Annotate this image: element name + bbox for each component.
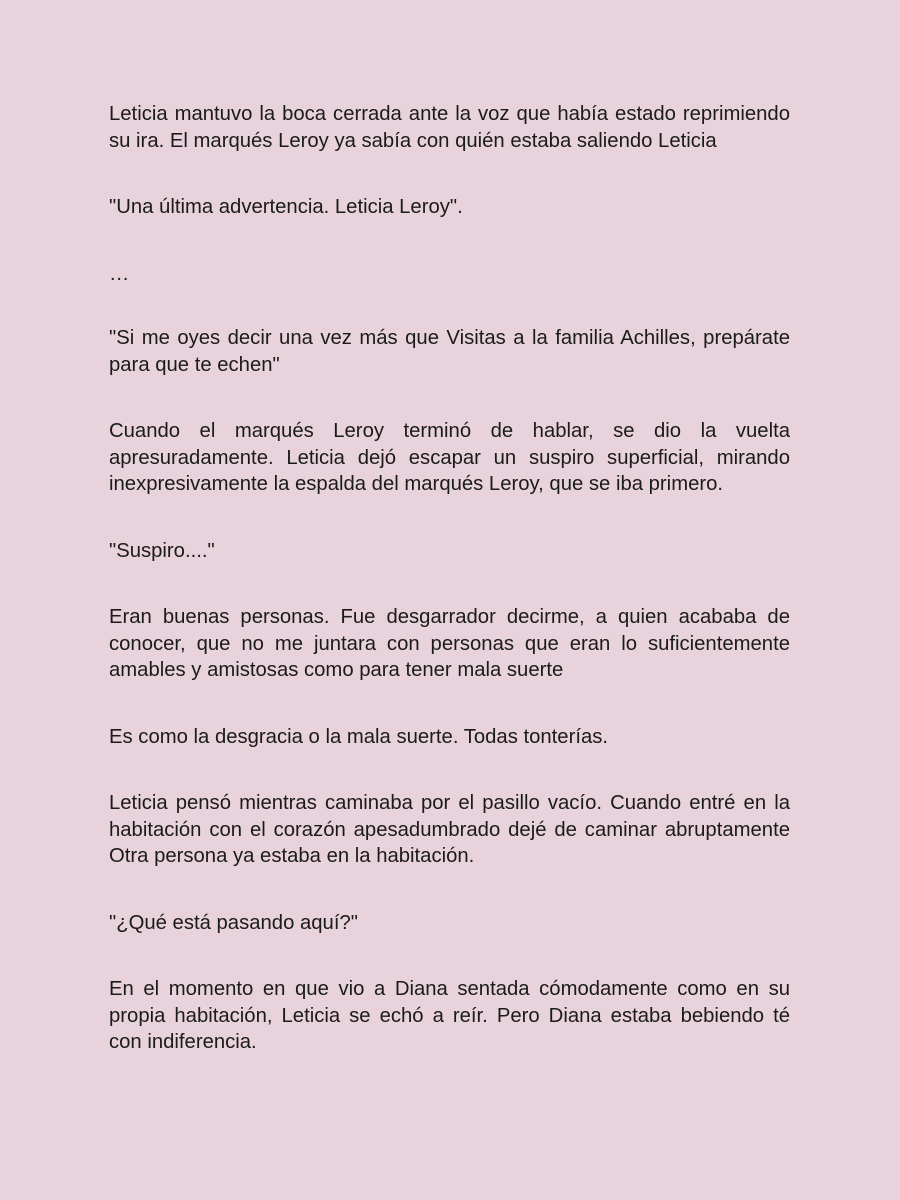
paragraph-2-warning-quote: "Una última advertencia. Leticia Leroy". [109, 196, 463, 218]
paragraph-9: Leticia pensó mientras caminaba por el pasillo vacío. Cuando entré en la habitación con el corazón apesadumbrado dejé de caminar abruptamente Otra persona ya estaba en la habitación. [109, 792, 790, 867]
paragraph-3-ellipsis: … [109, 262, 130, 285]
paragraph-10-question-quote: "¿Qué está pasando aquí?" [109, 911, 358, 934]
paragraph-6-sigh-quote: "Suspiro...." [109, 539, 215, 562]
paragraph-5: Cuando el marqués Leroy terminó de hablar, se dio la vuelta apresuradamente. Leticia dejó escapar un suspiro superficial, mirando inexpresivamente la espalda del marqués Leroy, que se iba primero. [109, 420, 790, 495]
paragraph-1: Leticia mantuvo la boca cerrada ante la voz que había estado reprimiendo su ira. El marqués Leroy ya sabía con quién estaba saliendo Leticia [109, 103, 790, 152]
paragraph-4-threat-quote: "Si me oyes decir una vez más que Visitas a la familia Achilles, prepárate para que te echen" [109, 327, 790, 376]
paragraph-8: Es como la desgracia o la mala suerte. Todas tonterías. [109, 725, 609, 748]
paragraph-7: Eran buenas personas. Fue desgarrador decirme, a quien acababa de conocer, que no me juntara con personas que eran lo suficientemente amables y amistosas como para tener mala suerte [109, 606, 790, 681]
paragraph-11: En el momento en que vio a Diana sentada cómodamente como en su propia habitación, Leticia se echó a reír. Pero Diana estaba bebiendo té con indiferencia. [109, 978, 790, 1053]
document-body [109, 101, 790, 1096]
